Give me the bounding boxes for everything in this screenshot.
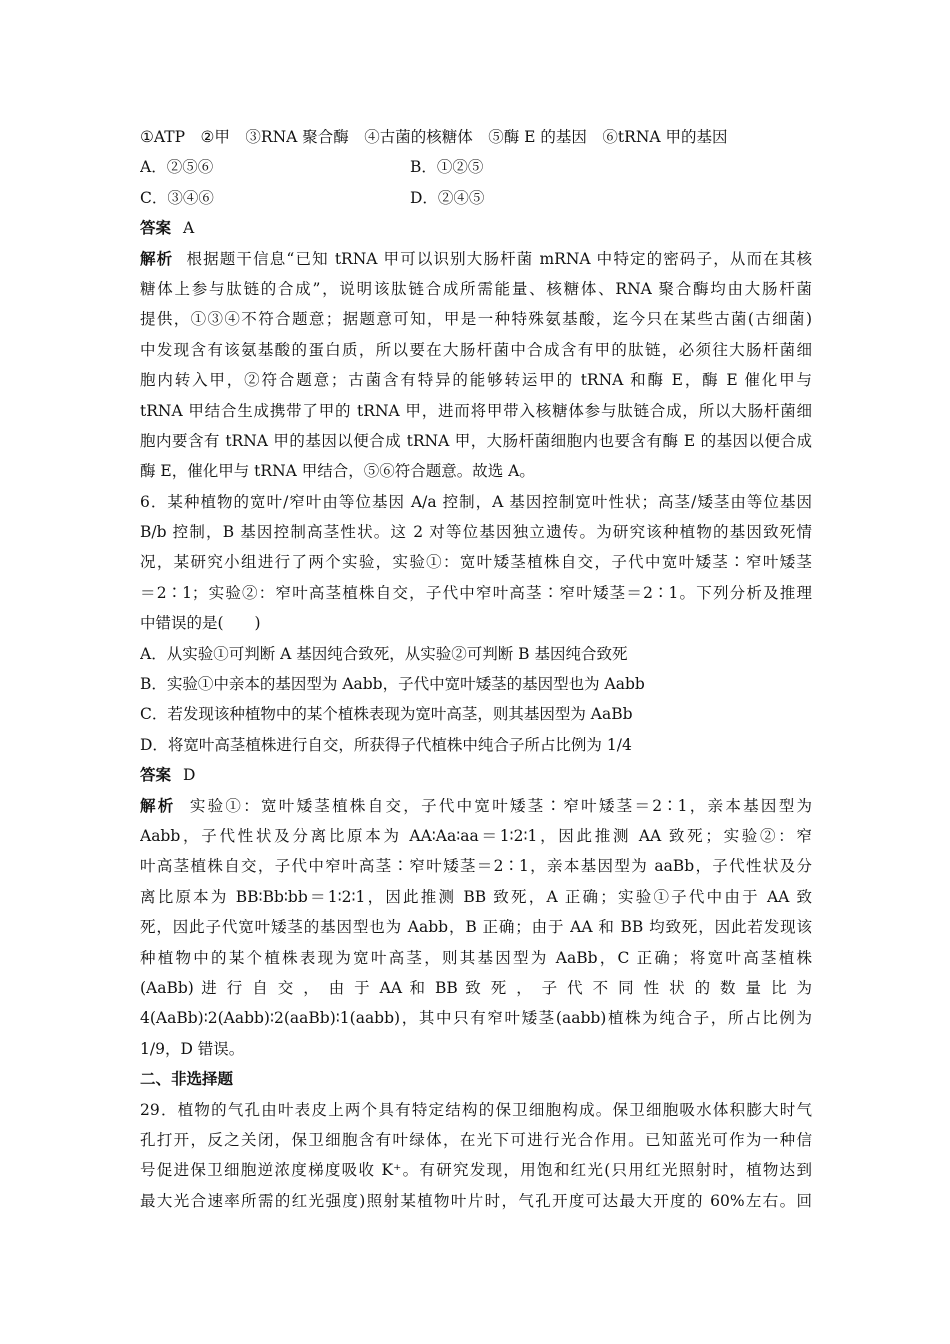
section-title: 二、非选择题 (140, 1069, 234, 1089)
q5-analysis-line: tRNA 甲结合生成携带了甲的 tRNA 甲，进而将甲带入核糖体参与肽链合成，所以大肠杆菌细 (140, 401, 812, 420)
q6-analysis-line: 4(AaBb)∶2(Aabb)∶2(aaBb)∶1(aabb)，其中只有窄叶矮茎(aabb)植株为纯合子，所占比例为 (140, 1009, 812, 1028)
q5-analysis-line: 胞内转入甲，②符合题意；古菌含有特异的能够转运甲的 tRNA 和酶 E，酶 E 催化甲与 (140, 371, 812, 390)
q5-options-row-1 (140, 152, 812, 182)
q6-stem-line: B/b 控制，B 基因控制高茎性状。这 2 对等位基因独立遗传。为研究该种植物的基因致死情 (140, 523, 812, 542)
q6-analysis-line: 种植物中的某个植株表现为宽叶高茎，则其基因型为 AaBb，C 正确；将宽叶高茎植株 (140, 948, 812, 967)
q6-analysis-line: 1/9，D 错误。 (140, 1039, 245, 1058)
q6-option-c: C．若发现该种植物中的某个植株表现为宽叶高茎，则其基因型为 AaBb (140, 705, 633, 724)
q6-option-b: B．实验①中亲本的基因型为 Aabb，子代中宽叶矮茎的基因型也为 Aabb (140, 675, 645, 694)
analysis-label: 解析 (140, 795, 176, 815)
q29-stem-line: 号促进保卫细胞逆浓度梯度吸收 K⁺。有研究发现，用饱和红光(只用红光照射时，植物达到 (140, 1161, 812, 1180)
q6-analysis-line: 解析 实验①：宽叶矮茎植株自交，子代中宽叶矮茎∶窄叶矮茎＝2∶1，亲本基因型为 (140, 795, 812, 815)
q6-analysis-line: Aabb，子代性状及分离比原本为 AA∶Aa∶aa＝1∶2∶1，因此推测 AA 致死；实验②：窄 (140, 826, 812, 845)
q5-option-d: D．②④⑤ (410, 188, 485, 207)
q6-option-d: D．将宽叶高茎植株进行自交，所获得子代植株中纯合子所占比例为 1/4 (140, 735, 632, 754)
q5-items: ①ATP ②甲 ③RNA 聚合酶 ④古菌的核糖体 ⑤酶 E 的基因 ⑥tRNA 甲的基因 (140, 128, 728, 146)
q5-analysis-line: 胞内要含有 tRNA 甲的基因以便合成 tRNA 甲，大肠杆菌细胞内也要含有酶 E 的基因以便合成 (140, 431, 812, 450)
q29-stem-line: 29．植物的气孔由叶表皮上两个具有特定结构的保卫细胞构成。保卫细胞吸水体积膨大时气 (140, 1100, 812, 1119)
q29-stem-line: 孔打开，反之关闭，保卫细胞含有叶绿体，在光下可进行光合作用。已知蓝光可作为一种信 (140, 1130, 812, 1149)
q6-analysis-line: (AaBb) 进 行 自 交 ， 由 于 AA 和 BB 致 死 ， 子 代 不 同 性 状 的 数 量 比 为 (140, 978, 812, 997)
q6-option-a: A．从实验①可判断 A 基因纯合致死，从实验②可判断 B 基因纯合致死 (140, 644, 628, 663)
q6-stem-line: 中错误的是( ) (140, 614, 261, 633)
q5-option-a: A．②⑤⑥ (140, 158, 214, 177)
q5-analysis-line: 解析 根据题干信息“已知 tRNA 甲可以识别大肠杆菌 mRNA 中特定的密码子，从而在其核 (140, 248, 812, 268)
q6-stem-line: ＝2∶1；实验②：窄叶高茎植株自交，子代中窄叶高茎∶窄叶矮茎＝2∶1。下列分析及推理 (140, 583, 812, 602)
q5-analysis-line: 中发现含有该氨基酸的蛋白质，所以要在大肠杆菌中合成含有甲的肽链，必须往大肠杆菌细 (140, 340, 812, 359)
q6-stem-line: 况，某研究小组进行了两个实验，实验①：宽叶矮茎植株自交，子代中宽叶矮茎∶窄叶矮茎 (140, 553, 812, 572)
q5-options-row-2 (140, 183, 812, 213)
q29-stem-line: 最大光合速率所需的红光强度)照射某植物叶片时，气孔开度可达最大开度的 60%左右。回 (140, 1191, 812, 1210)
q5-option-c: C．③④⑥ (140, 188, 214, 207)
q5-option-b: B．①②⑤ (410, 158, 484, 177)
q5-answer (140, 213, 812, 243)
q5-analysis-line: 糖体上参与肽链的合成”，说明该肽链合成所需能量、核糖体、RNA 聚合酶均由大肠杆菌 (140, 279, 812, 298)
q5-analysis-line: 提供，①③④不符合题意；据题意可知，甲是一种特殊氨基酸，迄今只在某些古菌(古细菌) (140, 310, 812, 329)
q6-analysis-line: 死，因此子代宽叶矮茎的基因型也为 Aabb，B 正确；由于 AA 和 BB 均致死，因此若发现该 (140, 918, 812, 937)
answer-value: D (183, 766, 196, 785)
answer-value: A (183, 219, 195, 238)
q5-analysis-line: 酶 E，催化甲与 tRNA 甲结合，⑤⑥符合题意。故选 A。 (140, 462, 535, 481)
q6-answer (140, 760, 812, 790)
analysis-label: 解析 (140, 248, 174, 268)
q6-analysis-line: 离比原本为 BB∶Bb∶bb＝1∶2∶1，因此推测 BB 致死，A 正确；实验①子代中由于 AA 致 (140, 887, 812, 906)
document-page (140, 122, 812, 1216)
q6-stem-line: 6．某种植物的宽叶/窄叶由等位基因 A/a 控制，A 基因控制宽叶性状；高茎/矮茎由等位基因 (140, 492, 812, 511)
q6-analysis-line: 叶高茎植株自交，子代中窄叶高茎∶窄叶矮茎＝2∶1，亲本基因型为 aaBb，子代性状及分 (140, 857, 812, 876)
answer-label: 答案 (140, 765, 172, 785)
answer-label: 答案 (140, 218, 172, 238)
